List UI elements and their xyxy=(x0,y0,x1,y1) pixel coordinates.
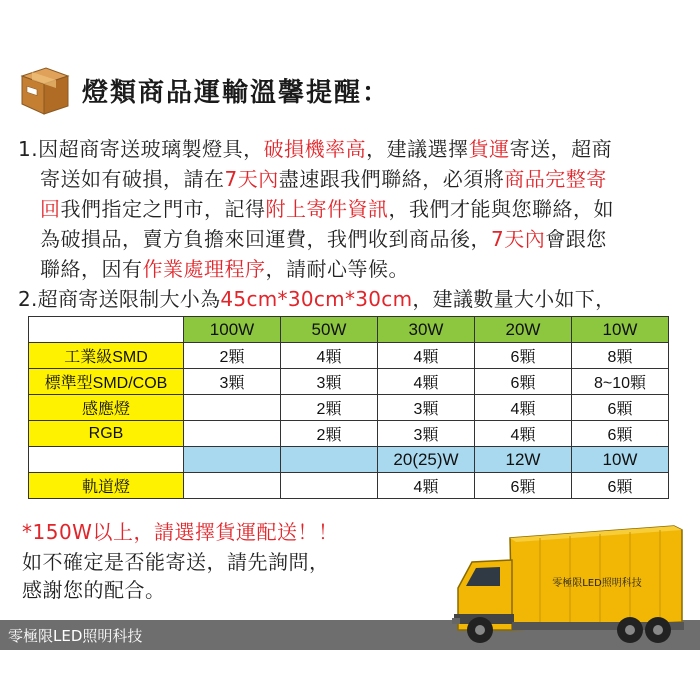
table-cell xyxy=(281,473,378,499)
table-cell: 6顆 xyxy=(572,473,669,499)
row-label: RGB xyxy=(29,421,184,447)
table-cell: 6顆 xyxy=(475,369,572,395)
closing-note-line-2: 感謝您的配合。 xyxy=(22,578,166,602)
table-row xyxy=(29,343,669,369)
header-10w: 10W xyxy=(572,317,669,343)
table-cell: 4顆 xyxy=(281,343,378,369)
table-cell xyxy=(184,421,281,447)
table-row xyxy=(29,421,669,447)
table-row xyxy=(29,369,669,395)
notice-line-3: 回我們指定之門市，記得附上寄件資訊，我們才能與您聯絡，如 xyxy=(40,197,614,221)
table-cell xyxy=(29,447,184,473)
table-cell: 3顆 xyxy=(378,421,475,447)
row-label: 感應燈 xyxy=(29,395,184,421)
table-cell: 8顆 xyxy=(572,343,669,369)
table-cell: 2顆 xyxy=(281,421,378,447)
table-cell xyxy=(184,473,281,499)
table-cell: 2顆 xyxy=(281,395,378,421)
table-cell: 6顆 xyxy=(475,343,572,369)
footer-brand: 零極限LED照明科技 xyxy=(8,627,143,645)
table-cell: 6顆 xyxy=(572,421,669,447)
track-header-row xyxy=(29,447,669,473)
table-cell: 4顆 xyxy=(475,421,572,447)
table-cell: 4顆 xyxy=(378,473,475,499)
page-title: 燈類商品運輸溫馨提醒： xyxy=(82,78,391,108)
table-corner-cell xyxy=(29,317,184,343)
truck-label: 零極限LED照明科技 xyxy=(552,578,642,589)
table-cell: 6顆 xyxy=(475,473,572,499)
table-cell xyxy=(184,395,281,421)
table-row xyxy=(29,395,669,421)
table-cell: 4顆 xyxy=(475,395,572,421)
row-label: 標準型SMD/COB xyxy=(29,369,184,395)
size-limit-line: 2.超商寄送限制大小為45cm*30cm*30cm，建議數量大小如下， xyxy=(18,287,616,311)
closing-note-line-1: 如不確定是否能寄送，請先詢問， xyxy=(22,550,330,574)
table-header-row xyxy=(29,317,669,343)
notice-line-2: 寄送如有破損，請在7天內盡速跟我們聯絡，必須將商品完整寄 xyxy=(40,167,607,191)
track-header-cell: 20(25)W xyxy=(378,447,475,473)
table-cell: 4顆 xyxy=(378,369,475,395)
header-100w: 100W xyxy=(184,317,281,343)
closing-note xyxy=(22,548,330,604)
table-cell xyxy=(281,447,378,473)
header-30w: 30W xyxy=(378,317,475,343)
header-50w: 50W xyxy=(281,317,378,343)
table-cell: 4顆 xyxy=(378,343,475,369)
shipping-notice-paragraph xyxy=(18,134,688,284)
row-label: 工業級SMD xyxy=(29,343,184,369)
table-cell: 3顆 xyxy=(378,395,475,421)
table-cell: 3顆 xyxy=(184,369,281,395)
table-cell: 6顆 xyxy=(572,395,669,421)
track-header-cell: 12W xyxy=(475,447,572,473)
notice-line-1: 1.因超商寄送玻璃製燈具，破損機率高，建議選擇貨運寄送，超商 xyxy=(18,137,613,161)
table-cell: 8~10顆 xyxy=(572,369,669,395)
freight-warning: *150W以上，請選擇貨運配送！！ xyxy=(22,520,339,544)
notice-line-5: 聯絡，因有作業處理程序，請耐心等候。 xyxy=(40,257,409,281)
table-cell: 3顆 xyxy=(281,369,378,395)
table-row xyxy=(29,473,669,499)
quantity-table xyxy=(28,316,669,499)
notice-line-4: 為破損品，賣方負擔來回運費，我們收到商品後，7天內會跟您 xyxy=(40,227,607,251)
table-cell: 2顆 xyxy=(184,343,281,369)
track-header-cell: 10W xyxy=(572,447,669,473)
delivery-truck-icon xyxy=(450,518,690,646)
table-cell xyxy=(184,447,281,473)
row-label: 軌道燈 xyxy=(29,473,184,499)
header-20w: 20W xyxy=(475,317,572,343)
cardboard-box-icon xyxy=(14,58,74,118)
